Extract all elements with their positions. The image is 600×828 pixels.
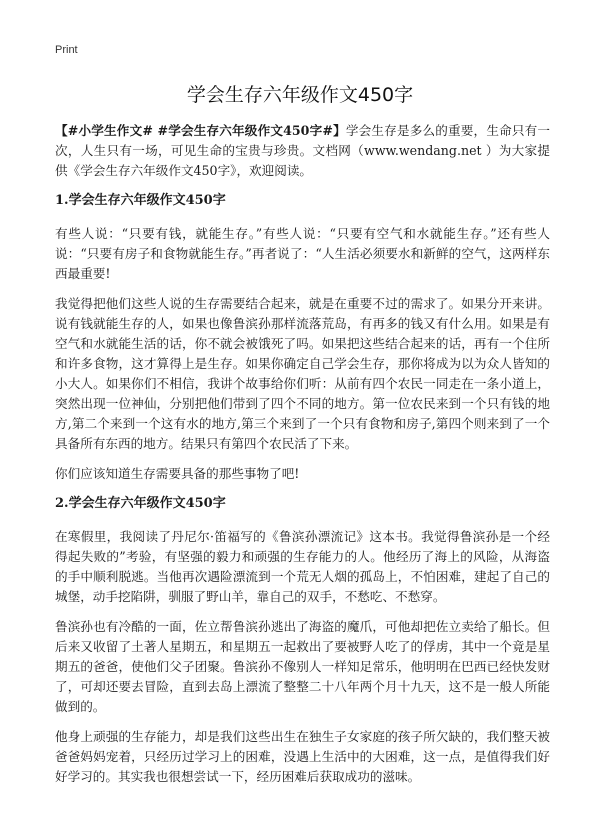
section-2-paragraph-1: 在寒假里，我阅读了丹尼尔·笛福写的《鲁滨孙漂流记》这本书。我觉得鲁滨孙是一个经得起失败的”考验，有坚强的毅力和顽强的生存能力的人。他经历了海上的风险，从海盗的手中顺利脱逃。当他再次遇险漂流到一个荒无人烟的孤岛上，不怕困难，建起了自己的城堡，动手挖陷阱，驯服了野山羊，靠自己的双手，不愁吃、不愁穿。 — [55, 529, 550, 604]
section-heading-2: 2.学会生存六年级作文450字 — [55, 496, 226, 511]
intro-paragraph — [55, 121, 550, 181]
section-1-paragraph-3: 你们应该知道生存需要具备的那些事物了吧! — [55, 466, 300, 481]
print-link[interactable]: Print — [55, 44, 78, 56]
section-heading-1: 1.学会生存六年级作文450字 — [55, 193, 226, 208]
page-title: 学会生存六年级作文450字 — [186, 84, 414, 106]
intro-tag: 【#小学生作文# #学会生存六年级作文450字#】 — [55, 123, 346, 138]
section-1-paragraph-2: 我觉得把他们这些人说的生存需要结合起来，就是在重要不过的需求了。如果分开来讲。说有钱就能生存的人，如果也像鲁滨孙那样流落荒岛，有再多的钱又有什么用。如果是有空气和水就能生活的话，你不就会被饿死了吗。如果把这些结合起来的话，再有一个住所和许多食物，这才算得上是生存。如果你确定自己学会生存，那你将成为以为众人皆知的小大人。如果你们不相信，我讲个故事给你们听：从前有四个农民一同走在一条小道上，突然出现一位神仙，分别把他们带到了四个不同的地方。第一位农民来到一个只有钱的地方,第二个来到一个这有水的地方,第三个来到了一个只有食物和房子,第四个则来到了一个具备所有东西的地方。结果只有第四个农民活了下来。 — [55, 296, 550, 451]
intro-text: 学会生存是多么的重要，生命只有一次，人生只有一场，可见生命的宝贵与珍贵。文档网（www.wendang.net ）为大家提供《学会生存六年级作文450字》，欢迎阅读。 — [55, 123, 551, 178]
section-1-paragraph-1: 有些人说：“只要有钱，就能生存。”有些人说：“只要有空气和水就能生存。”还有些人说：“只要有房子和食物就能生存。”再者说了：“人生活必须要水和新鲜的空气，这两样东西最重要! — [55, 226, 550, 281]
section-2-paragraph-2: 鲁滨孙也有冷酷的一面，佐立帮鲁滨孙逃出了海盗的魔爪，可他却把佐立卖给了船长。但后来又收留了土著人星期五，和星期五一起救出了要被野人吃了的俘虏，其中一个竟是星期五的爸爸，使他们父子团聚。鲁滨孙不像别人一样知足常乐，他明明在巴西已经快发财了，可却还要去冒险，直到去岛上漂流了整整二十八年两个月十九天，这不是一般人所能做到的。 — [55, 619, 550, 714]
article-body — [55, 121, 550, 797]
section-2-paragraph-3: 他身上顽强的生存能力，却是我们这些出生在独生子女家庭的孩子所欠缺的，我们整天被爸爸妈妈宠着，只经历过学习上的困难，没遇上生活中的大困难，这一点，是值得我们好好学习的。其实我也很想尝试一下，经历困难后获取成功的滋味。 — [55, 729, 550, 784]
